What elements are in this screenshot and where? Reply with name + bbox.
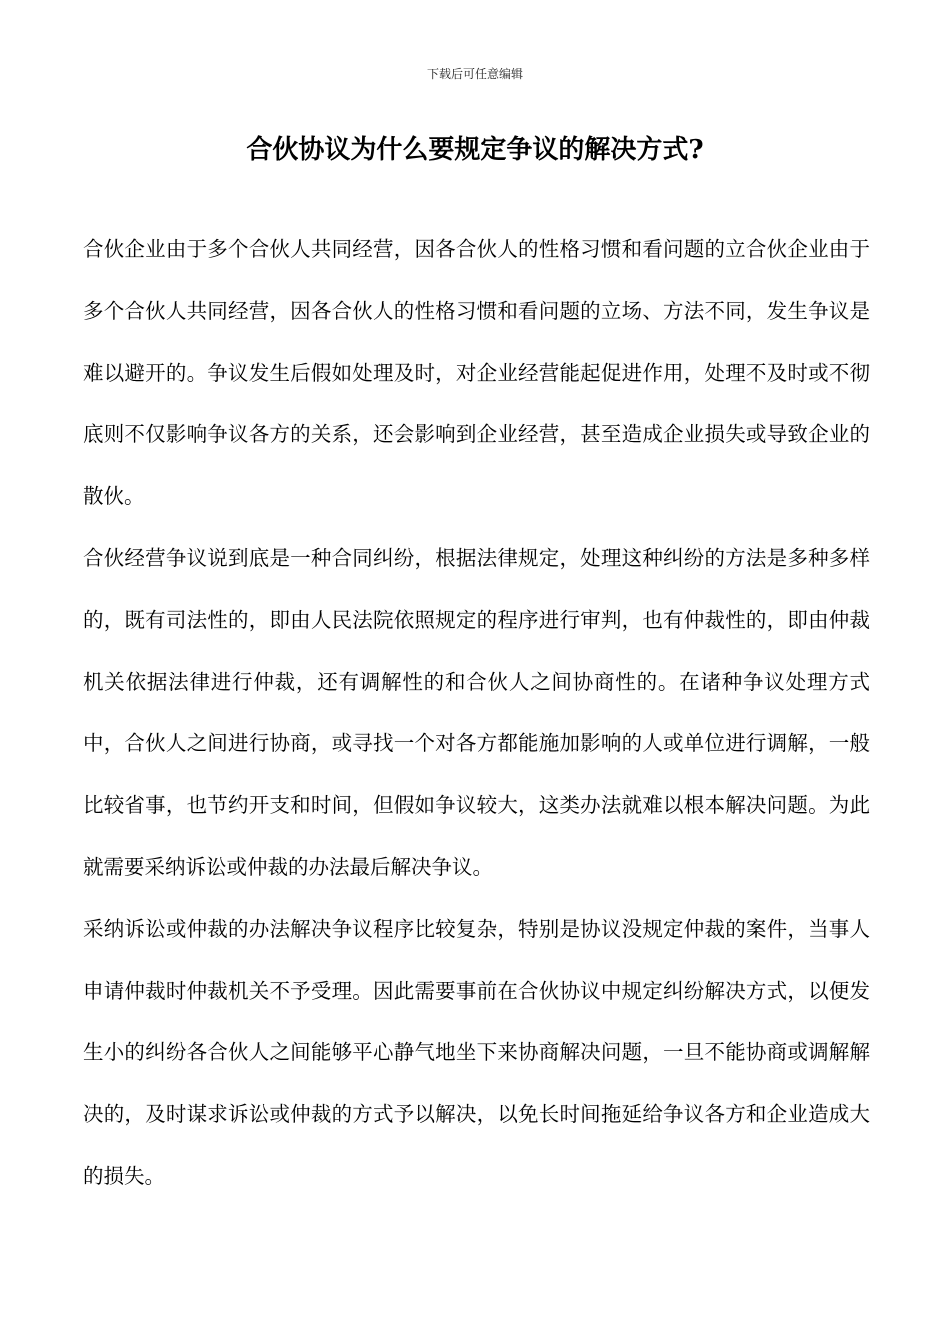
paragraph-1: 合伙企业由于多个合伙人共同经营，因各合伙人的性格习惯和看问题的立合伙企业由于多个合伙人共同经营，因各合伙人的性格习惯和看问题的立场、方法不同，发生争议是难以避开的。争议发生后假如处理及时，对企业经营能起促进作用，处理不及时或不彻底则不仅影响争议各方的关系，还会影响到企业经营，甚至造成企业损失或导致企业的散伙。 <box>83 237 870 509</box>
paragraph-3: 采纳诉讼或仲裁的办法解决争议程序比较复杂，特别是协议没规定仲裁的案件，当事人申请仲裁时仲裁机关不予受理。因此需要事前在合伙协议中规定纠纷解决方式，以便发生小的纠纷各合伙人之间能够平心静气地坐下来协商解决问题，一旦不能协商或调解解决的，及时谋求诉讼或仲裁的方式予以解决，以免长时间拖延给争议各方和企业造成大的损失。 <box>83 916 870 1188</box>
page-title: 合伙协议为什么要规定争议的解决方式? <box>246 135 704 165</box>
header-note: 下载后可任意编辑 <box>426 67 523 81</box>
paragraph-2: 合伙经营争议说到底是一种合同纠纷，根据法律规定，处理这种纠纷的方法是多种多样的，既有司法性的，即由人民法院依照规定的程序进行审判，也有仲裁性的，即由仲裁机关依据法律进行仲裁，还有调解性的和合伙人之间协商性的。在诸种争议处理方式中，合伙人之间进行协商，或寻找一个对各方都能施加影响的人或单位进行调解，一般比较省事，也节约开支和时间，但假如争议较大，这类办法就难以根本解决问题。为此就需要采纳诉讼或仲裁的办法最后解决争议。 <box>83 545 870 879</box>
document-body <box>83 219 870 1208</box>
